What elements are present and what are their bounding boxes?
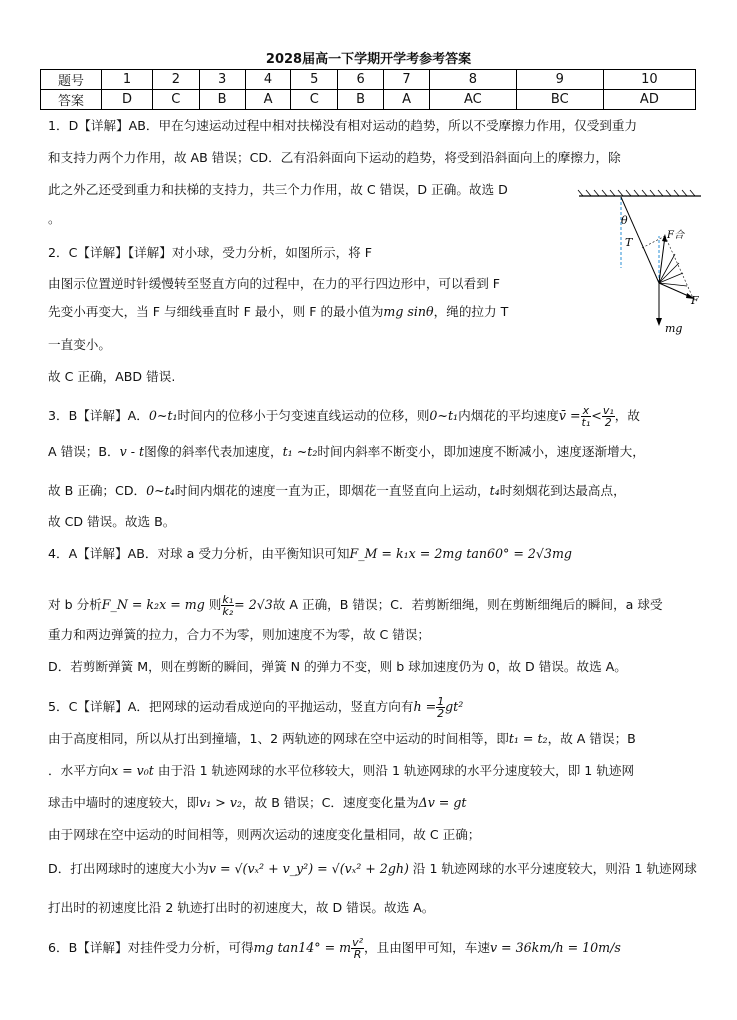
table-row-numbers — [41, 70, 696, 90]
table-cell: AD — [603, 90, 695, 110]
formula: < — [591, 408, 602, 423]
formula: v = √(vₓ² + v_y²) = √(vₓ² + 2gh) — [208, 861, 409, 876]
formula: x = v₀t — [110, 763, 154, 778]
text: 内烟花的平均速度 — [458, 408, 559, 423]
text: A 错误；B． — [48, 444, 120, 459]
q1-line-1: 1．D【详解】AB．甲在匀速运动过程中相对扶梯没有相对运动的趋势，所以不受摩擦力作用，仅受到重力 — [48, 118, 638, 133]
formula: F_M = k₁x = 2mg tan60° = 2√3mg — [349, 546, 572, 561]
text: 由于高度相同，所以从打出到撞墙，1、2 两轨迹的网球在空中运动的时间相等，即 — [48, 731, 509, 746]
numerator: v² — [352, 936, 363, 949]
text: 时间内的位移小于匀变速直线运动的位移，则 — [177, 408, 430, 423]
net-force-label: F合 — [667, 230, 684, 241]
table-cell: 3 — [199, 70, 245, 90]
text: ，故 — [614, 408, 640, 423]
text: ，绳的拉力 T — [433, 304, 509, 319]
text: 先变小再变大，当 F 与细线垂直时 F 最小，则 F 的最小值为 — [48, 304, 384, 319]
numerator: v₁ — [602, 404, 614, 417]
text: ，且由图甲可知，车速 — [364, 940, 490, 955]
formula: h = — [413, 699, 437, 714]
table-cell: 4 — [245, 70, 291, 90]
text: 则 — [204, 597, 222, 612]
q2-line-3 — [48, 303, 508, 321]
text: ，故 A 错误；B — [547, 731, 636, 746]
formula: 0~t₁ — [148, 408, 178, 423]
formula: v̄ = — [558, 408, 581, 423]
table-cell: B — [338, 90, 384, 110]
q2-line-2: 由图示位置逆时针缓慢转至竖直方向的过程中，在力的平行四边形中，可以看到 F — [48, 276, 501, 291]
denominator: 2 — [604, 416, 612, 429]
q2-line-5: 故 C 正确，ABD 错误. — [48, 369, 176, 384]
fraction — [221, 594, 234, 617]
table-cell: 9 — [516, 70, 603, 90]
table-cell: B — [199, 90, 245, 110]
denominator: k₂ — [222, 605, 234, 618]
text: 对 b 分析 — [48, 597, 102, 612]
q4-line-3: 重力和两边弹簧的拉力，合力不为零，则加速度不为零，故 C 错误； — [48, 627, 431, 642]
q4-line-1 — [48, 545, 572, 563]
fraction — [602, 405, 615, 428]
text: 故 A 正确，B 错误；C．若剪断细绳，则在剪断细绳后的瞬间，a 球受 — [272, 597, 663, 612]
denominator: R — [353, 948, 362, 961]
q2-line-1: 2．C【详解】【详解】对小球，受力分析，如图所示，将 F — [48, 245, 373, 260]
numerator: x — [581, 405, 592, 417]
text: 3．B【详解】A． — [48, 408, 149, 423]
table-cell: A — [384, 90, 430, 110]
text: 时间内斜率不断变小，即加速度不断减小，速度逐渐增大， — [317, 444, 645, 459]
table-cell: AC — [429, 90, 516, 110]
formula: v = 36km/h = 10m/s — [489, 940, 621, 955]
q5-line-7: 打出时的初速度比沿 2 轨迹打出时的初速度大，故 D 错误。故选 A。 — [48, 900, 435, 915]
formula: mg sinθ — [383, 304, 434, 319]
header-label: 题号 — [41, 70, 102, 90]
fraction — [351, 937, 364, 960]
table-cell: D — [102, 90, 153, 110]
q5-line-1 — [48, 696, 463, 719]
q6-line-1 — [48, 937, 621, 960]
page-title: 2028届高一下学期开学考参考答案 — [265, 52, 472, 67]
theta-label: θ — [621, 214, 628, 227]
text: 4．A【详解】AB．对球 a 受力分析，由平衡知识可知 — [48, 546, 350, 561]
formula: 0~t₄ — [146, 483, 175, 498]
table-cell: 1 — [102, 70, 153, 90]
formula: Δv = gt — [418, 795, 467, 810]
table-cell: A — [245, 90, 291, 110]
force-f-label: F — [691, 294, 699, 307]
formula: gt² — [445, 699, 464, 714]
table-cell: C — [291, 90, 338, 110]
q4-line-4: D．若剪断弹簧 M，则在剪断的瞬间，弹簧 N 的弹力不变，则 b 球加速度仍为 0，故 D 错误。故选 A。 — [48, 659, 627, 674]
q2-line-4: 一直变小。 — [48, 337, 111, 352]
q1-line-3: 此之外乙还受到重力和扶梯的支持力，共三个力作用，故 C 错误，D 正确。故选 D — [48, 182, 508, 197]
text: 沿 1 轨迹网球的水平分速度较大，则沿 1 轨迹网球 — [408, 861, 697, 876]
q3-line-1 — [48, 405, 640, 428]
q3-line-4: 故 CD 错误。故选 B。 — [48, 514, 176, 529]
fraction — [581, 405, 592, 428]
formula: t₄ — [489, 483, 500, 498]
numerator: 1 — [437, 695, 445, 708]
table-cell: 8 — [429, 70, 516, 90]
text: 球击中墙时的速度较大，即 — [48, 795, 200, 810]
text: 图像的斜率代表加速度， — [144, 444, 283, 459]
q5-line-4 — [48, 794, 467, 812]
q5-line-6 — [48, 860, 697, 878]
table-cell: BC — [516, 90, 603, 110]
q5-line-5: 由于网球在空中运动的时间相等，则两次运动的速度变化量相同，故 C 正确； — [48, 827, 481, 842]
text: 故 B 正确；CD． — [48, 483, 147, 498]
numerator: k₁ — [222, 593, 234, 606]
text: 时刻烟花到达最高点， — [499, 483, 626, 498]
q1-line-4: 。 — [48, 211, 61, 226]
table-cell: C — [153, 90, 200, 110]
formula: v - t — [119, 444, 145, 459]
formula: mg tan14° = m — [253, 940, 352, 955]
text: 5．C【详解】A．把网球的运动看成逆向的平抛运动，竖直方向有 — [48, 699, 414, 714]
text: 由于沿 1 轨迹网球的水平位移较大，则沿 1 轨迹网球的水平分速度较大，即 1 轨迹网 — [153, 763, 635, 778]
formula: v₁ > v₂ — [199, 795, 243, 810]
denominator: t₁ — [581, 416, 591, 429]
answer-label: 答案 — [41, 90, 102, 110]
fraction — [436, 696, 445, 719]
formula: 0~t₁ — [429, 408, 459, 423]
q3-line-2 — [48, 443, 645, 461]
table-row-answers — [41, 90, 696, 110]
text: D．打出网球时的速度大小为 — [48, 861, 209, 876]
table-cell: 7 — [384, 70, 430, 90]
formula: = 2√3 — [234, 597, 273, 612]
formula: t₁ = t₂ — [508, 731, 548, 746]
table-cell: 5 — [291, 70, 338, 90]
formula: t₁ ~t₂ — [282, 444, 318, 459]
text: ．水平方向 — [48, 763, 111, 778]
text: 时间内烟花的速度一直为正，即烟花一直竖直向上运动， — [174, 483, 490, 498]
force-diagram — [575, 188, 705, 336]
q3-line-3 — [48, 482, 626, 500]
formula: F_N = k₂x = mg — [101, 597, 205, 612]
text: 6．B【详解】对挂件受力分析，可得 — [48, 940, 254, 955]
table-cell: 6 — [338, 70, 384, 90]
table-cell: 10 — [603, 70, 695, 90]
q5-line-3 — [48, 762, 634, 780]
denominator: 2 — [437, 707, 445, 720]
q5-line-2 — [48, 730, 636, 748]
gravity-label: mg — [665, 322, 683, 335]
text: ，故 B 错误；C．速度变化量为 — [242, 795, 419, 810]
q4-line-2 — [48, 594, 663, 617]
answer-table — [40, 69, 696, 110]
table-cell: 2 — [153, 70, 200, 90]
tension-label: T — [625, 236, 633, 249]
q1-line-2: 和支持力两个力作用，故 AB 错误；CD．乙有沿斜面向下运动的趋势，将受到沿斜面向上的摩擦力，除 — [48, 150, 621, 165]
